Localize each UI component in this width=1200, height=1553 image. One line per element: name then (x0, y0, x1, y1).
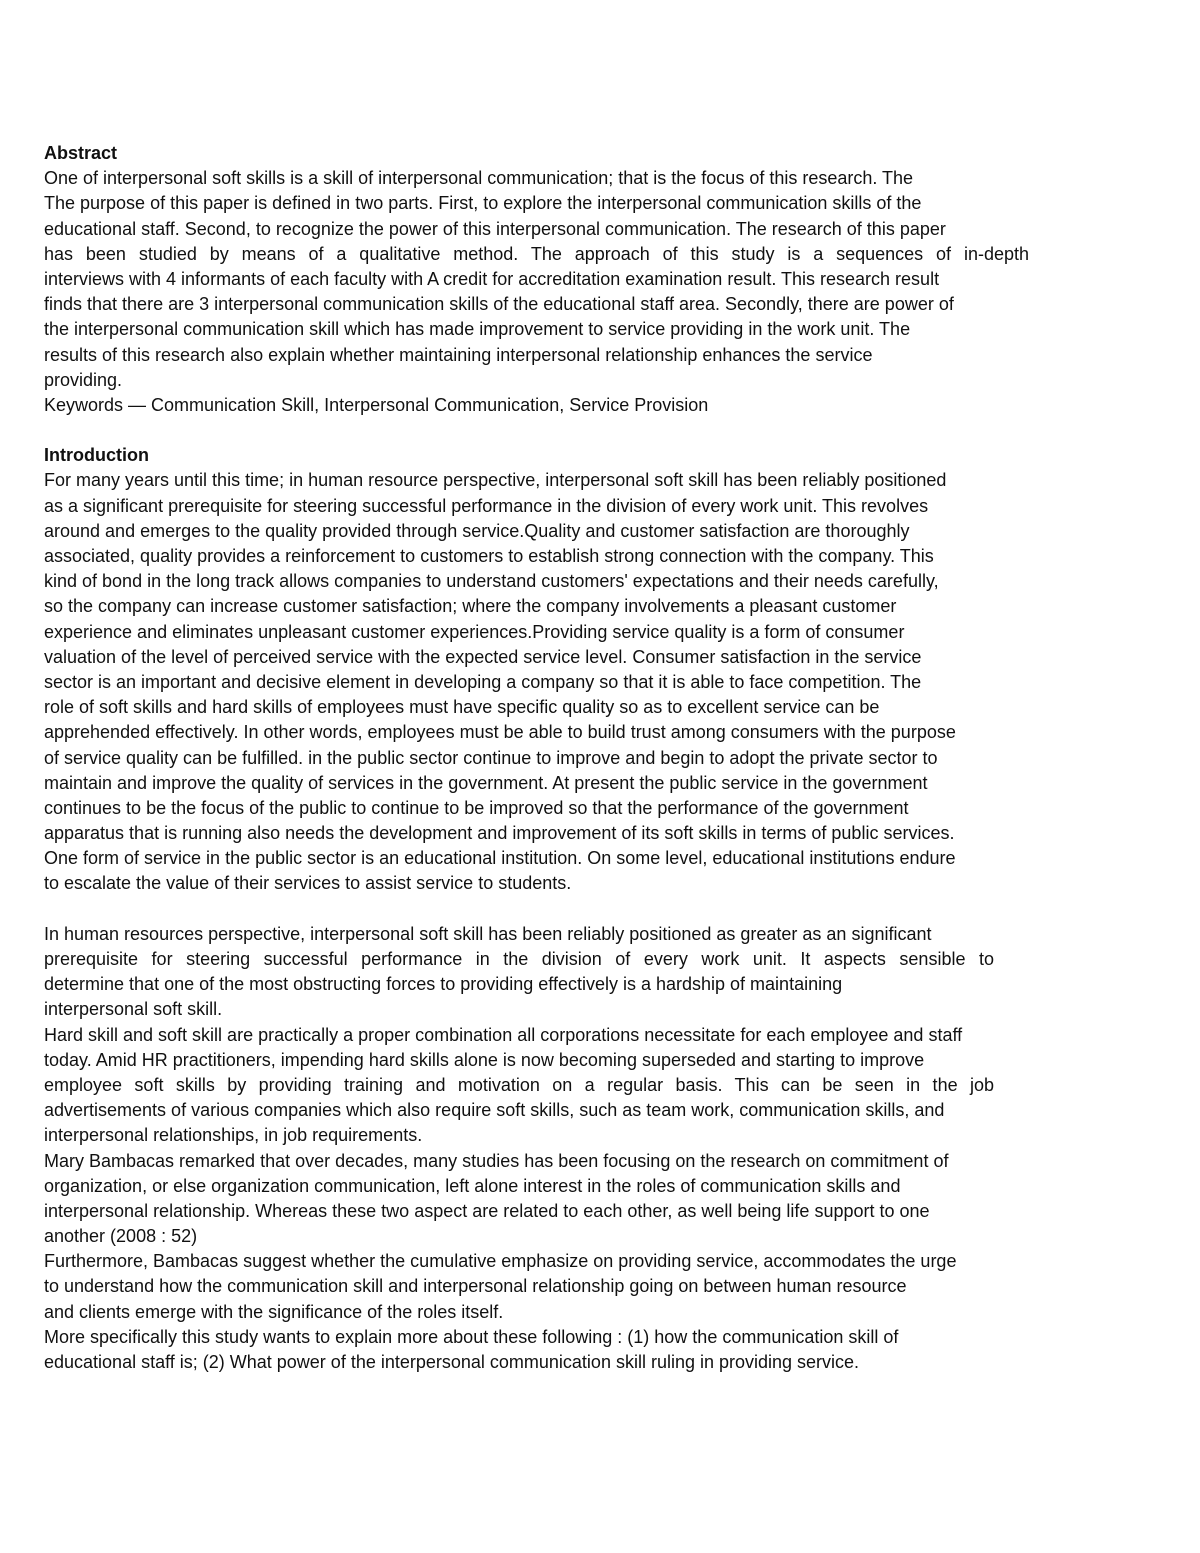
keywords-line: Keywords — Communication Skill, Interpersonal Communication, Service Provision (44, 394, 709, 415)
intro-line: educational staff is; (2) What power of the interpersonal communication skill ruling in providing service. (44, 1352, 860, 1372)
intro-line: Mary Bambacas remarked that over decades, many studies has been focusing on the research on commitment of (44, 1150, 949, 1171)
introduction-heading: Introduction (44, 445, 149, 466)
intro-line: For many years until this time; in human resource perspective, interpersonal soft skill has been reliably positioned (44, 470, 947, 491)
intro-line: interpersonal soft skill. (44, 999, 223, 1020)
intro-line: advertisements of various companies which also require soft skills, such as team work, communication skills, and (44, 1100, 945, 1121)
intro-line: and clients emerge with the significance of the roles itself. (44, 1301, 504, 1322)
intro-line: to understand how the communication skill and interpersonal relationship going on between human resource (44, 1276, 907, 1297)
abstract-line: finds that there are 3 interpersonal communication skills of the educational staff area. Secondly, there are power of (44, 294, 954, 315)
intro-line: maintain and improve the quality of services in the government. At present the public service in the government (44, 772, 928, 793)
intro-line: apparatus that is running also needs the development and improvement of its soft skills in terms of public services. (44, 823, 955, 844)
intro-line: today. Amid HR practitioners, impending hard skills alone is now becoming superseded and starting to improve (44, 1049, 925, 1070)
abstract-line: The purpose of this paper is defined in two parts. First, to explore the interpersonal communication skills of the (44, 193, 922, 214)
intro-line: experience and eliminates unpleasant customer experiences.Providing service quality is a form of consumer (44, 621, 905, 642)
intro-line: Hard skill and soft skill are practically a proper combination all corporations necessitate for each employee and staff (44, 1024, 963, 1045)
intro-line: kind of bond in the long track allows companies to understand customers' expectations and their needs carefully, (44, 571, 939, 592)
abstract-line: One of interpersonal soft skills is a skill of interpersonal communication; that is the focus of this research. The (44, 168, 914, 189)
intro-line: prerequisite for steering successful performance in the division of every work unit. It aspects sensible to (44, 949, 994, 969)
paragraph-gap (44, 897, 1074, 922)
intro-line: Furthermore, Bambacas suggest whether the cumulative emphasize on providing service, accommodates the urge (44, 1251, 957, 1272)
intro-line: interpersonal relationships, in job requirements. (44, 1125, 423, 1146)
intro-line: another (2008 : 52) (44, 1226, 198, 1247)
abstract-line: interviews with 4 informants of each faculty with A credit for accreditation examination result. This research result (44, 268, 940, 289)
abstract-line: providing. (44, 369, 123, 390)
introduction-paragraph-1 (44, 468, 1074, 896)
intro-line: of service quality can be fulfilled. in the public sector continue to improve and begin to adopt the private sector to (44, 747, 938, 768)
intro-line: One form of service in the public sector is an educational institution. On some level, educational institutions endure (44, 848, 956, 869)
intro-line: valuation of the level of perceived service with the expected service level. Consumer satisfaction in the service (44, 646, 922, 667)
abstract-line: has been studied by means of a qualitative method. The approach of this study is a sequences of in-depth (44, 243, 1029, 264)
intro-line: More specifically this study wants to explain more about these following : (1) how the communication skill of (44, 1326, 899, 1347)
abstract-heading: Abstract (44, 143, 118, 163)
abstract-body (44, 166, 1074, 393)
abstract-line: educational staff. Second, to recognize the power of this interpersonal communication. The research of this paper (44, 218, 946, 239)
introduction-paragraph-2 (44, 922, 1074, 1375)
intro-line: around and emerges to the quality provided through service.Quality and customer satisfaction are thoroughly (44, 520, 910, 541)
intro-line: In human resources perspective, interpersonal soft skill has been reliably positioned as greater as an significant (44, 923, 932, 944)
intro-line: organization, or else organization communication, left alone interest in the roles of communication skills and (44, 1175, 901, 1196)
abstract-line: results of this research also explain whether maintaining interpersonal relationship enhances the service (44, 344, 873, 365)
intro-line: so the company can increase customer satisfaction; where the company involvements a pleasant customer (44, 596, 897, 617)
intro-line: role of soft skills and hard skills of employees must have specific quality so as to excellent service can be (44, 697, 880, 718)
intro-line: apprehended effectively. In other words, employees must be able to build trust among consumers with the purpose (44, 722, 956, 743)
intro-line: continues to be the focus of the public to continue to be improved so that the performance of the government (44, 797, 909, 818)
intro-line: interpersonal relationship. Whereas these two aspect are related to each other, as well being life support to one (44, 1200, 930, 1221)
document-page (44, 141, 1074, 1375)
abstract-line: the interpersonal communication skill which has made improvement to service providing in the work unit. The (44, 319, 911, 340)
intro-line: associated, quality provides a reinforcement to customers to establish strong connection with the company. This (44, 546, 934, 566)
section-gap (44, 418, 1074, 443)
intro-line: determine that one of the most obstructing forces to providing effectively is a hardship of maintaining (44, 974, 843, 995)
intro-line: sector is an important and decisive element in developing a company so that it is able to face competition. The (44, 671, 922, 692)
intro-line: to escalate the value of their services to assist service to students. (44, 873, 572, 894)
intro-line: as a significant prerequisite for steering successful performance in the division of every work unit. This revolves (44, 495, 929, 516)
intro-line: employee soft skills by providing training and motivation on a regular basis. This can be seen in the job (44, 1074, 994, 1095)
